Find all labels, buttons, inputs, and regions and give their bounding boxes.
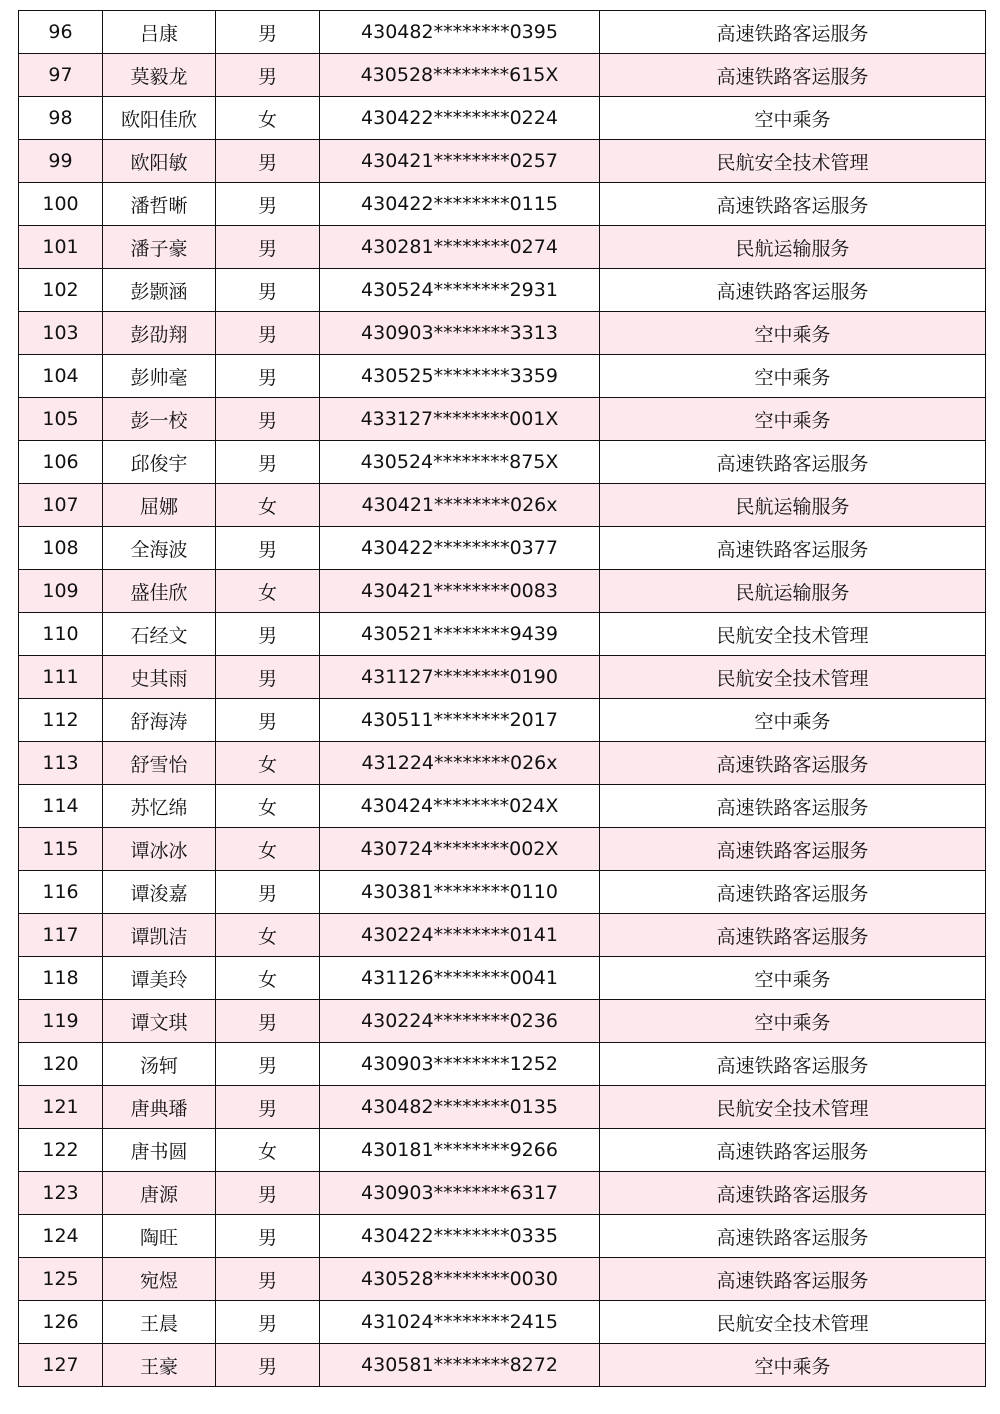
- table-row: [19, 226, 986, 269]
- gender-cell: 男: [216, 54, 320, 97]
- gender-cell: 男: [216, 140, 320, 183]
- row-number-cell: 102: [19, 269, 103, 312]
- table-row: [19, 1258, 986, 1301]
- table-row: [19, 312, 986, 355]
- row-number-cell: 101: [19, 226, 103, 269]
- major-cell: 高速铁路客运服务: [600, 269, 986, 312]
- major-cell: 高速铁路客运服务: [600, 183, 986, 226]
- student-name-cell: 舒海涛: [103, 699, 216, 742]
- roster-body: [19, 11, 986, 1387]
- student-name-cell: 谭冰冰: [103, 828, 216, 871]
- table-row: [19, 785, 986, 828]
- major-cell: 民航安全技术管理: [600, 613, 986, 656]
- major-cell: 高速铁路客运服务: [600, 785, 986, 828]
- major-cell: 高速铁路客运服务: [600, 1129, 986, 1172]
- gender-cell: 男: [216, 699, 320, 742]
- row-number-cell: 111: [19, 656, 103, 699]
- id-number-cell: 430422********0335: [320, 1215, 600, 1258]
- table-row: [19, 355, 986, 398]
- major-cell: 民航运输服务: [600, 226, 986, 269]
- id-number-cell: 430181********9266: [320, 1129, 600, 1172]
- student-name-cell: 邱俊宇: [103, 441, 216, 484]
- student-name-cell: 彭劭翔: [103, 312, 216, 355]
- student-name-cell: 唐源: [103, 1172, 216, 1215]
- row-number-cell: 126: [19, 1301, 103, 1344]
- student-name-cell: 屈娜: [103, 484, 216, 527]
- major-cell: 高速铁路客运服务: [600, 871, 986, 914]
- table-row: [19, 613, 986, 656]
- table-row: [19, 183, 986, 226]
- table-row: [19, 1086, 986, 1129]
- row-number-cell: 107: [19, 484, 103, 527]
- table-row: [19, 54, 986, 97]
- student-name-cell: 舒雪怡: [103, 742, 216, 785]
- major-cell: 空中乘务: [600, 1344, 986, 1387]
- row-number-cell: 123: [19, 1172, 103, 1215]
- table-row: [19, 914, 986, 957]
- table-row: [19, 11, 986, 54]
- student-name-cell: 王晨: [103, 1301, 216, 1344]
- gender-cell: 男: [216, 269, 320, 312]
- major-cell: 民航安全技术管理: [600, 1086, 986, 1129]
- table-row: [19, 1301, 986, 1344]
- gender-cell: 男: [216, 355, 320, 398]
- gender-cell: 男: [216, 1301, 320, 1344]
- table-row: [19, 656, 986, 699]
- student-name-cell: 莫毅龙: [103, 54, 216, 97]
- row-number-cell: 117: [19, 914, 103, 957]
- gender-cell: 男: [216, 656, 320, 699]
- student-name-cell: 汤轲: [103, 1043, 216, 1086]
- student-name-cell: 彭帅毫: [103, 355, 216, 398]
- major-cell: 高速铁路客运服务: [600, 527, 986, 570]
- row-number-cell: 96: [19, 11, 103, 54]
- student-name-cell: 唐书圆: [103, 1129, 216, 1172]
- major-cell: 民航运输服务: [600, 484, 986, 527]
- major-cell: 高速铁路客运服务: [600, 828, 986, 871]
- student-name-cell: 吕康: [103, 11, 216, 54]
- row-number-cell: 110: [19, 613, 103, 656]
- row-number-cell: 98: [19, 97, 103, 140]
- row-number-cell: 106: [19, 441, 103, 484]
- student-name-cell: 史其雨: [103, 656, 216, 699]
- student-name-cell: 苏忆绵: [103, 785, 216, 828]
- gender-cell: 女: [216, 914, 320, 957]
- row-number-cell: 124: [19, 1215, 103, 1258]
- gender-cell: 男: [216, 226, 320, 269]
- row-number-cell: 105: [19, 398, 103, 441]
- id-number-cell: 431126********0041: [320, 957, 600, 1000]
- row-number-cell: 119: [19, 1000, 103, 1043]
- table-row: [19, 527, 986, 570]
- major-cell: 高速铁路客运服务: [600, 441, 986, 484]
- gender-cell: 女: [216, 97, 320, 140]
- table-row: [19, 1043, 986, 1086]
- row-number-cell: 122: [19, 1129, 103, 1172]
- table-row: [19, 871, 986, 914]
- major-cell: 高速铁路客运服务: [600, 1258, 986, 1301]
- gender-cell: 男: [216, 527, 320, 570]
- gender-cell: 女: [216, 957, 320, 1000]
- row-number-cell: 116: [19, 871, 103, 914]
- row-number-cell: 114: [19, 785, 103, 828]
- id-number-cell: 431024********2415: [320, 1301, 600, 1344]
- gender-cell: 男: [216, 441, 320, 484]
- table-row: [19, 1172, 986, 1215]
- gender-cell: 男: [216, 1172, 320, 1215]
- id-number-cell: 430903********3313: [320, 312, 600, 355]
- student-name-cell: 石经文: [103, 613, 216, 656]
- row-number-cell: 120: [19, 1043, 103, 1086]
- gender-cell: 男: [216, 11, 320, 54]
- major-cell: 高速铁路客运服务: [600, 1172, 986, 1215]
- student-name-cell: 谭凯洁: [103, 914, 216, 957]
- id-number-cell: 433127********001X: [320, 398, 600, 441]
- major-cell: 高速铁路客运服务: [600, 1043, 986, 1086]
- student-name-cell: 宛煜: [103, 1258, 216, 1301]
- gender-cell: 女: [216, 1129, 320, 1172]
- table-row: [19, 1215, 986, 1258]
- id-number-cell: 430421********0257: [320, 140, 600, 183]
- student-name-cell: 欧阳佳欣: [103, 97, 216, 140]
- row-number-cell: 125: [19, 1258, 103, 1301]
- major-cell: 高速铁路客运服务: [600, 1215, 986, 1258]
- id-number-cell: 430524********2931: [320, 269, 600, 312]
- row-number-cell: 99: [19, 140, 103, 183]
- id-number-cell: 430903********1252: [320, 1043, 600, 1086]
- id-number-cell: 430724********002X: [320, 828, 600, 871]
- table-row: [19, 699, 986, 742]
- row-number-cell: 127: [19, 1344, 103, 1387]
- major-cell: 空中乘务: [600, 699, 986, 742]
- major-cell: 空中乘务: [600, 957, 986, 1000]
- row-number-cell: 113: [19, 742, 103, 785]
- major-cell: 空中乘务: [600, 312, 986, 355]
- major-cell: 高速铁路客运服务: [600, 54, 986, 97]
- table-row: [19, 742, 986, 785]
- major-cell: 高速铁路客运服务: [600, 914, 986, 957]
- gender-cell: 女: [216, 484, 320, 527]
- row-number-cell: 109: [19, 570, 103, 613]
- student-name-cell: 唐典璠: [103, 1086, 216, 1129]
- id-number-cell: 430224********0141: [320, 914, 600, 957]
- row-number-cell: 103: [19, 312, 103, 355]
- gender-cell: 男: [216, 871, 320, 914]
- gender-cell: 男: [216, 1258, 320, 1301]
- gender-cell: 男: [216, 1086, 320, 1129]
- gender-cell: 男: [216, 1000, 320, 1043]
- gender-cell: 男: [216, 312, 320, 355]
- gender-cell: 女: [216, 785, 320, 828]
- major-cell: 民航运输服务: [600, 570, 986, 613]
- major-cell: 民航安全技术管理: [600, 1301, 986, 1344]
- id-number-cell: 430422********0115: [320, 183, 600, 226]
- gender-cell: 女: [216, 828, 320, 871]
- gender-cell: 男: [216, 613, 320, 656]
- gender-cell: 男: [216, 1215, 320, 1258]
- student-name-cell: 潘子豪: [103, 226, 216, 269]
- major-cell: 民航安全技术管理: [600, 656, 986, 699]
- table-row: [19, 1129, 986, 1172]
- row-number-cell: 104: [19, 355, 103, 398]
- major-cell: 空中乘务: [600, 97, 986, 140]
- student-name-cell: 欧阳敏: [103, 140, 216, 183]
- row-number-cell: 108: [19, 527, 103, 570]
- gender-cell: 女: [216, 742, 320, 785]
- id-number-cell: 430482********0135: [320, 1086, 600, 1129]
- id-number-cell: 430381********0110: [320, 871, 600, 914]
- id-number-cell: 430528********0030: [320, 1258, 600, 1301]
- student-name-cell: 潘哲晰: [103, 183, 216, 226]
- student-name-cell: 谭浚嘉: [103, 871, 216, 914]
- table-row: [19, 957, 986, 1000]
- student-name-cell: 全海波: [103, 527, 216, 570]
- gender-cell: 男: [216, 398, 320, 441]
- row-number-cell: 97: [19, 54, 103, 97]
- row-number-cell: 112: [19, 699, 103, 742]
- row-number-cell: 121: [19, 1086, 103, 1129]
- major-cell: 空中乘务: [600, 1000, 986, 1043]
- id-number-cell: 430281********0274: [320, 226, 600, 269]
- table-row: [19, 97, 986, 140]
- major-cell: 高速铁路客运服务: [600, 742, 986, 785]
- gender-cell: 男: [216, 1344, 320, 1387]
- row-number-cell: 118: [19, 957, 103, 1000]
- student-name-cell: 彭颢涵: [103, 269, 216, 312]
- student-name-cell: 盛佳欣: [103, 570, 216, 613]
- id-number-cell: 430581********8272: [320, 1344, 600, 1387]
- table-row: [19, 269, 986, 312]
- table-row: [19, 1000, 986, 1043]
- roster-table: [18, 10, 986, 1387]
- major-cell: 空中乘务: [600, 398, 986, 441]
- gender-cell: 女: [216, 570, 320, 613]
- gender-cell: 男: [216, 1043, 320, 1086]
- id-number-cell: 430422********0224: [320, 97, 600, 140]
- table-row: [19, 484, 986, 527]
- table-row: [19, 441, 986, 484]
- id-number-cell: 430521********9439: [320, 613, 600, 656]
- major-cell: 高速铁路客运服务: [600, 11, 986, 54]
- id-number-cell: 430525********3359: [320, 355, 600, 398]
- student-name-cell: 谭文琪: [103, 1000, 216, 1043]
- id-number-cell: 430903********6317: [320, 1172, 600, 1215]
- id-number-cell: 430421********0083: [320, 570, 600, 613]
- id-number-cell: 430524********875X: [320, 441, 600, 484]
- student-name-cell: 陶旺: [103, 1215, 216, 1258]
- id-number-cell: 430482********0395: [320, 11, 600, 54]
- student-name-cell: 王豪: [103, 1344, 216, 1387]
- id-number-cell: 430421********026x: [320, 484, 600, 527]
- gender-cell: 男: [216, 183, 320, 226]
- student-name-cell: 彭一校: [103, 398, 216, 441]
- id-number-cell: 430224********0236: [320, 1000, 600, 1043]
- id-number-cell: 431224********026x: [320, 742, 600, 785]
- id-number-cell: 430422********0377: [320, 527, 600, 570]
- row-number-cell: 100: [19, 183, 103, 226]
- row-number-cell: 115: [19, 828, 103, 871]
- table-row: [19, 570, 986, 613]
- table-row: [19, 828, 986, 871]
- major-cell: 空中乘务: [600, 355, 986, 398]
- id-number-cell: 431127********0190: [320, 656, 600, 699]
- table-row: [19, 140, 986, 183]
- table-row: [19, 1344, 986, 1387]
- id-number-cell: 430511********2017: [320, 699, 600, 742]
- id-number-cell: 430424********024X: [320, 785, 600, 828]
- student-name-cell: 谭美玲: [103, 957, 216, 1000]
- id-number-cell: 430528********615X: [320, 54, 600, 97]
- table-row: [19, 398, 986, 441]
- major-cell: 民航安全技术管理: [600, 140, 986, 183]
